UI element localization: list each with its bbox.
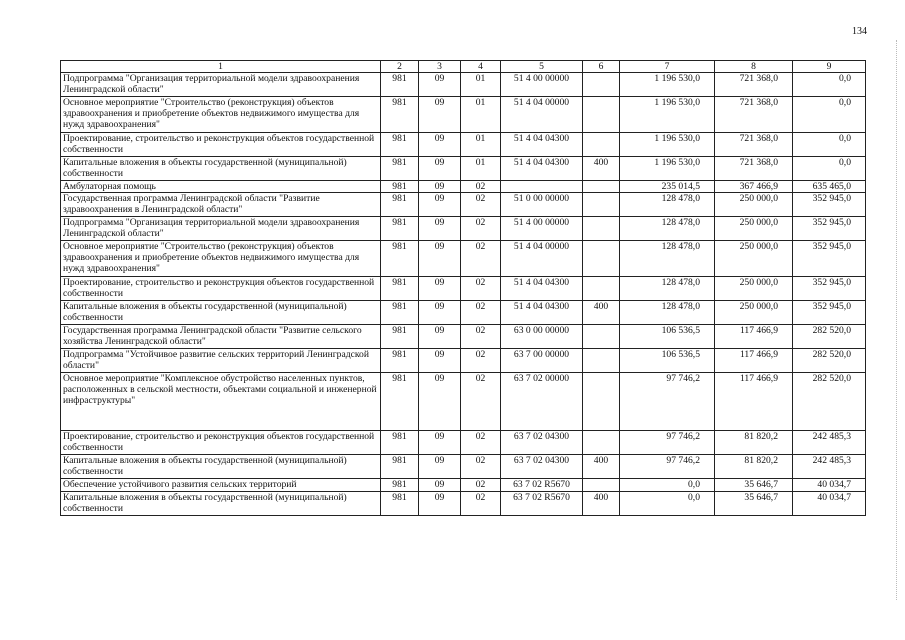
section-cell: 09 bbox=[419, 241, 461, 277]
amount-col9-cell: 352 945,0 bbox=[793, 193, 866, 217]
table-row bbox=[61, 157, 866, 181]
page-number: 134 bbox=[852, 26, 867, 37]
admin-code-cell: 981 bbox=[381, 301, 419, 325]
amount-col7-cell: 128 478,0 bbox=[620, 301, 715, 325]
target-article-cell: 51 0 00 00000 bbox=[501, 193, 583, 217]
subsection-cell: 02 bbox=[461, 349, 501, 373]
header-cell: 5 bbox=[501, 61, 583, 73]
amount-col9-cell: 282 520,0 bbox=[793, 349, 866, 373]
target-article-cell bbox=[501, 181, 583, 193]
subsection-cell: 02 bbox=[461, 217, 501, 241]
admin-code-cell: 981 bbox=[381, 373, 419, 431]
target-article-cell: 63 7 02 R5670 bbox=[501, 479, 583, 492]
amount-col7-cell: 106 536,5 bbox=[620, 349, 715, 373]
section-cell: 09 bbox=[419, 73, 461, 97]
amount-col9-cell: 0,0 bbox=[793, 133, 866, 157]
amount-col7-cell: 128 478,0 bbox=[620, 277, 715, 301]
expense-type-cell bbox=[583, 277, 620, 301]
expense-type-cell: 400 bbox=[583, 455, 620, 479]
amount-col8-cell: 250 000,0 bbox=[715, 241, 793, 277]
admin-code-cell: 981 bbox=[381, 241, 419, 277]
subsection-cell: 01 bbox=[461, 73, 501, 97]
amount-col8-cell: 721 368,0 bbox=[715, 157, 793, 181]
table-row bbox=[61, 373, 866, 431]
subsection-cell: 02 bbox=[461, 193, 501, 217]
table-row bbox=[61, 73, 866, 97]
target-article-cell: 51 4 04 00000 bbox=[501, 241, 583, 277]
amount-col7-cell: 1 196 530,0 bbox=[620, 157, 715, 181]
amount-col8-cell: 81 820,2 bbox=[715, 455, 793, 479]
subsection-cell: 02 bbox=[461, 325, 501, 349]
admin-code-cell: 981 bbox=[381, 455, 419, 479]
admin-code-cell: 981 bbox=[381, 492, 419, 516]
target-article-cell: 51 4 04 04300 bbox=[501, 277, 583, 301]
table-row bbox=[61, 241, 866, 277]
amount-col8-cell: 721 368,0 bbox=[715, 97, 793, 133]
expense-type-cell bbox=[583, 373, 620, 431]
admin-code-cell: 981 bbox=[381, 479, 419, 492]
section-cell: 09 bbox=[419, 97, 461, 133]
row-name-cell: Государственная программа Ленинградской области "Развитие здравоохранения в Ленинградской области" bbox=[61, 193, 381, 217]
row-name-cell: Основное мероприятие "Строительство (реконструкция) объектов здравоохранения и приобретение объектов недвижимого имущества для нужд здравоохранения" bbox=[61, 97, 381, 133]
row-name-cell: Подпрограмма "Устойчивое развитие сельских территорий Ленинградской области" bbox=[61, 349, 381, 373]
admin-code-cell: 981 bbox=[381, 193, 419, 217]
subsection-cell: 02 bbox=[461, 241, 501, 277]
table-row bbox=[61, 97, 866, 133]
header-cell: 4 bbox=[461, 61, 501, 73]
amount-col8-cell: 81 820,2 bbox=[715, 431, 793, 455]
amount-col9-cell: 242 485,3 bbox=[793, 431, 866, 455]
amount-col8-cell: 250 000,0 bbox=[715, 217, 793, 241]
amount-col8-cell: 721 368,0 bbox=[715, 73, 793, 97]
row-name-cell: Капитальные вложения в объекты государственной (муниципальной) собственности bbox=[61, 157, 381, 181]
header-cell: 2 bbox=[381, 61, 419, 73]
amount-col7-cell: 106 536,5 bbox=[620, 325, 715, 349]
amount-col7-cell: 1 196 530,0 bbox=[620, 133, 715, 157]
target-article-cell: 63 7 02 00000 bbox=[501, 373, 583, 431]
table-row bbox=[61, 133, 866, 157]
amount-col8-cell: 35 646,7 bbox=[715, 492, 793, 516]
amount-col9-cell: 40 034,7 bbox=[793, 479, 866, 492]
row-name-cell: Проектирование, строительство и реконструкция объектов государственной собственности bbox=[61, 431, 381, 455]
target-article-cell: 51 4 00 00000 bbox=[501, 73, 583, 97]
amount-col9-cell: 242 485,3 bbox=[793, 455, 866, 479]
section-cell: 09 bbox=[419, 325, 461, 349]
table-row bbox=[61, 217, 866, 241]
table-row bbox=[61, 193, 866, 217]
row-name-cell: Подпрограмма "Организация территориальной модели здравоохранения Ленинградской области" bbox=[61, 73, 381, 97]
row-name-cell: Государственная программа Ленинградской области "Развитие сельского хозяйства Ленинградской области" bbox=[61, 325, 381, 349]
section-cell: 09 bbox=[419, 455, 461, 479]
amount-col9-cell: 0,0 bbox=[793, 157, 866, 181]
table-body bbox=[61, 61, 866, 516]
table-row bbox=[61, 325, 866, 349]
amount-col9-cell: 352 945,0 bbox=[793, 301, 866, 325]
target-article-cell: 51 4 04 04300 bbox=[501, 133, 583, 157]
header-cell: 9 bbox=[793, 61, 866, 73]
expense-type-cell bbox=[583, 349, 620, 373]
row-name-cell: Проектирование, строительство и реконструкция объектов государственной собственности bbox=[61, 133, 381, 157]
expense-type-cell bbox=[583, 241, 620, 277]
amount-col7-cell: 128 478,0 bbox=[620, 241, 715, 277]
row-name-cell: Капитальные вложения в объекты государственной (муниципальной) собственности bbox=[61, 301, 381, 325]
amount-col7-cell: 1 196 530,0 bbox=[620, 97, 715, 133]
section-cell: 09 bbox=[419, 181, 461, 193]
section-cell: 09 bbox=[419, 157, 461, 181]
row-name-cell: Основное мероприятие "Комплексное обустройство населенных пунктов, расположенных в сельской местности, объектами социальной и инженерной инфраструктуры" bbox=[61, 373, 381, 431]
amount-col9-cell: 282 520,0 bbox=[793, 373, 866, 431]
row-name-cell: Амбулаторная помощь bbox=[61, 181, 381, 193]
admin-code-cell: 981 bbox=[381, 97, 419, 133]
header-cell: 3 bbox=[419, 61, 461, 73]
amount-col8-cell: 367 466,9 bbox=[715, 181, 793, 193]
target-article-cell: 63 7 00 00000 bbox=[501, 349, 583, 373]
table-row bbox=[61, 181, 866, 193]
row-name-cell: Капитальные вложения в объекты государственной (муниципальной) собственности bbox=[61, 455, 381, 479]
amount-col9-cell: 0,0 bbox=[793, 73, 866, 97]
amount-col7-cell: 128 478,0 bbox=[620, 217, 715, 241]
target-article-cell: 63 7 02 04300 bbox=[501, 431, 583, 455]
admin-code-cell: 981 bbox=[381, 217, 419, 241]
section-cell: 09 bbox=[419, 277, 461, 301]
amount-col7-cell: 0,0 bbox=[620, 492, 715, 516]
admin-code-cell: 981 bbox=[381, 431, 419, 455]
table-row bbox=[61, 301, 866, 325]
admin-code-cell: 981 bbox=[381, 133, 419, 157]
subsection-cell: 01 bbox=[461, 133, 501, 157]
target-article-cell: 63 7 02 04300 bbox=[501, 455, 583, 479]
expense-type-cell bbox=[583, 73, 620, 97]
expense-type-cell: 400 bbox=[583, 492, 620, 516]
expense-type-cell bbox=[583, 97, 620, 133]
target-article-cell: 63 0 00 00000 bbox=[501, 325, 583, 349]
subsection-cell: 01 bbox=[461, 157, 501, 181]
amount-col8-cell: 721 368,0 bbox=[715, 133, 793, 157]
target-article-cell: 51 4 04 04300 bbox=[501, 301, 583, 325]
section-cell: 09 bbox=[419, 373, 461, 431]
section-cell: 09 bbox=[419, 349, 461, 373]
admin-code-cell: 981 bbox=[381, 157, 419, 181]
section-cell: 09 bbox=[419, 133, 461, 157]
row-name-cell: Проектирование, строительство и реконструкция объектов государственной собственности bbox=[61, 277, 381, 301]
amount-col9-cell: 352 945,0 bbox=[793, 277, 866, 301]
admin-code-cell: 981 bbox=[381, 277, 419, 301]
table-header-row bbox=[61, 61, 866, 73]
subsection-cell: 02 bbox=[461, 492, 501, 516]
amount-col8-cell: 250 000,0 bbox=[715, 277, 793, 301]
section-cell: 09 bbox=[419, 217, 461, 241]
expense-type-cell: 400 bbox=[583, 301, 620, 325]
subsection-cell: 02 bbox=[461, 181, 501, 193]
amount-col9-cell: 40 034,7 bbox=[793, 492, 866, 516]
expense-type-cell bbox=[583, 217, 620, 241]
subsection-cell: 02 bbox=[461, 301, 501, 325]
subsection-cell: 02 bbox=[461, 455, 501, 479]
header-cell: 6 bbox=[583, 61, 620, 73]
amount-col9-cell: 352 945,0 bbox=[793, 217, 866, 241]
subsection-cell: 02 bbox=[461, 479, 501, 492]
subsection-cell: 02 bbox=[461, 431, 501, 455]
expense-type-cell bbox=[583, 133, 620, 157]
expense-type-cell: 400 bbox=[583, 157, 620, 181]
admin-code-cell: 981 bbox=[381, 181, 419, 193]
budget-table bbox=[60, 60, 866, 516]
amount-col7-cell: 0,0 bbox=[620, 479, 715, 492]
subsection-cell: 02 bbox=[461, 277, 501, 301]
amount-col9-cell: 282 520,0 bbox=[793, 325, 866, 349]
amount-col8-cell: 117 466,9 bbox=[715, 325, 793, 349]
table-row bbox=[61, 492, 866, 516]
subsection-cell: 01 bbox=[461, 97, 501, 133]
amount-col7-cell: 97 746,2 bbox=[620, 431, 715, 455]
admin-code-cell: 981 bbox=[381, 325, 419, 349]
amount-col8-cell: 35 646,7 bbox=[715, 479, 793, 492]
target-article-cell: 51 4 04 00000 bbox=[501, 97, 583, 133]
amount-col8-cell: 117 466,9 bbox=[715, 373, 793, 431]
row-name-cell: Основное мероприятие "Строительство (реконструкция) объектов здравоохранения и приобретение объектов недвижимого имущества для нужд здравоохранения" bbox=[61, 241, 381, 277]
target-article-cell: 51 4 04 04300 bbox=[501, 157, 583, 181]
header-cell: 8 bbox=[715, 61, 793, 73]
row-name-cell: Обеспечение устойчивого развития сельских территорий bbox=[61, 479, 381, 492]
header-cell: 1 bbox=[61, 61, 381, 73]
section-cell: 09 bbox=[419, 193, 461, 217]
subsection-cell: 02 bbox=[461, 373, 501, 431]
expense-type-cell bbox=[583, 181, 620, 193]
amount-col7-cell: 235 014,5 bbox=[620, 181, 715, 193]
scan-edge-mark bbox=[896, 40, 899, 600]
amount-col7-cell: 1 196 530,0 bbox=[620, 73, 715, 97]
amount-col8-cell: 250 000,0 bbox=[715, 301, 793, 325]
amount-col9-cell: 352 945,0 bbox=[793, 241, 866, 277]
row-name-cell: Подпрограмма "Организация территориальной модели здравоохранения Ленинградской области" bbox=[61, 217, 381, 241]
section-cell: 09 bbox=[419, 492, 461, 516]
admin-code-cell: 981 bbox=[381, 349, 419, 373]
section-cell: 09 bbox=[419, 479, 461, 492]
admin-code-cell: 981 bbox=[381, 73, 419, 97]
amount-col7-cell: 97 746,2 bbox=[620, 373, 715, 431]
header-cell: 7 bbox=[620, 61, 715, 73]
expense-type-cell bbox=[583, 431, 620, 455]
section-cell: 09 bbox=[419, 301, 461, 325]
amount-col8-cell: 250 000,0 bbox=[715, 193, 793, 217]
amount-col9-cell: 0,0 bbox=[793, 97, 866, 133]
row-name-cell: Капитальные вложения в объекты государственной (муниципальной) собственности bbox=[61, 492, 381, 516]
section-cell: 09 bbox=[419, 431, 461, 455]
amount-col9-cell: 635 465,0 bbox=[793, 181, 866, 193]
table-row bbox=[61, 479, 866, 492]
table-row bbox=[61, 431, 866, 455]
table-row bbox=[61, 455, 866, 479]
target-article-cell: 51 4 00 00000 bbox=[501, 217, 583, 241]
expense-type-cell bbox=[583, 479, 620, 492]
amount-col7-cell: 97 746,2 bbox=[620, 455, 715, 479]
table-row bbox=[61, 277, 866, 301]
expense-type-cell bbox=[583, 193, 620, 217]
table-row bbox=[61, 349, 866, 373]
expense-type-cell bbox=[583, 325, 620, 349]
target-article-cell: 63 7 02 R5670 bbox=[501, 492, 583, 516]
amount-col7-cell: 128 478,0 bbox=[620, 193, 715, 217]
amount-col8-cell: 117 466,9 bbox=[715, 349, 793, 373]
